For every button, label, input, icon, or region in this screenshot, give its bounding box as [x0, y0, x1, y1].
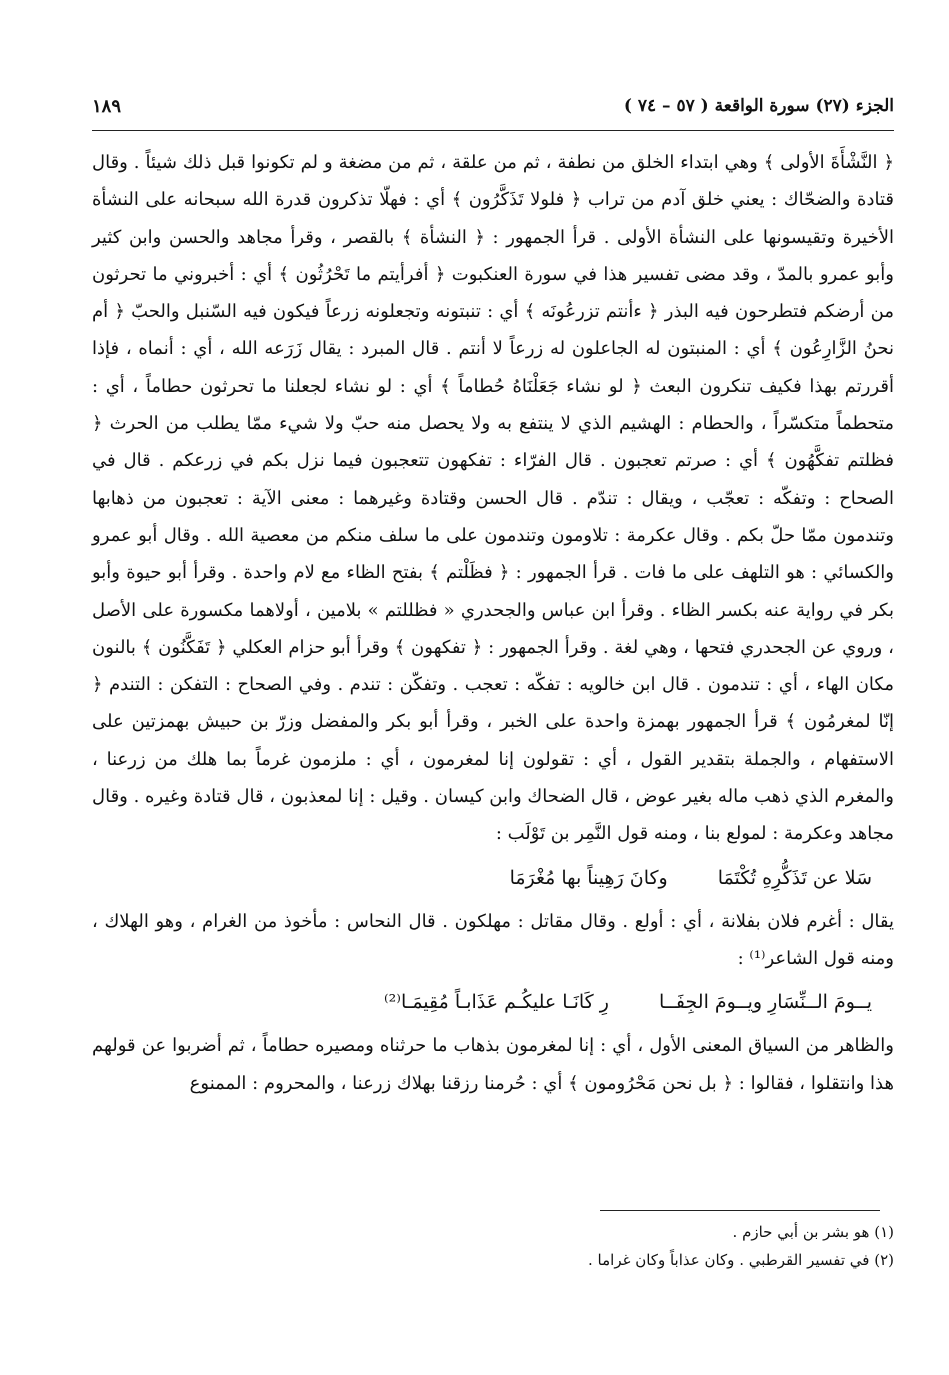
footnote-rule — [600, 1210, 880, 1211]
page-body — [92, 144, 894, 1102]
verse-2-second-half: رِ كَانَـا عليكُـم عَذَابـاً مُقِيمَـا⁽²⁾ — [384, 991, 609, 1014]
footnote-2: (٢) في تفسير القرطبي . وكان عذاباً وكان غراما . — [588, 1251, 894, 1269]
verse-1-second-half: وكانَ رَهِيناً بها مُغْرَمَا — [509, 866, 668, 889]
verse-1-first-half: سَلا عن تَذَكُّرِهِ تُكْتَمَا — [717, 866, 872, 889]
verse-2 — [92, 979, 894, 1025]
verse-2-first-half: يــومَ الــنِّسَارِ ويــومَ الجِفَــا — [658, 991, 872, 1014]
paragraph-2: يقال : أغرم فلان بفلانة ، أي : أولع . وقال مقاتل : مهلكون . قال النحاس : مأخوذ من الغرام ، وهو الهلاك ، ومنه قول الشاعر⁽¹⁾ : — [92, 910, 894, 969]
footnote-1: (١) هو بشر بن أبي حازم . — [732, 1223, 894, 1241]
paragraph-1: ﴿ النَّشْأَةَ الأولى ﴾ وهي ابتداء الخلق من نطفة ، ثم من علقة ، ثم من مضغة و لم تكونوا قبل ذلك شيئاً . وقال قتادة والضحّاك : يعني خلق آدم من تراب ﴿ فلولا تَذَكَّرُون ﴾ أي : فهلّا تذكرون قدرة الله سبحانه على النشأة الأخيرة وتقيسونها على النشأة الأولى . قرأ الجمهور : ﴿ النشأة ﴾ بالقصر ، وقرأ مجاهد والحسن وابن كثير وأبو عمرو بالمدّ ، وقد مضى تفسير هذا في سورة العنكبوت ﴿ أفرأيتم ما تَحْرُثُون ﴾ أي : أخبروني ما تحرثون من أرضكم فتطرحون فيه البذر ﴿ ءأنتم تزرعُونَه ﴾ أي : تنبتونه وتجعلونه زرعاً فيكون فيه السّنبل والحبّ ﴿ أم نحنُ الزَّارِعُون ﴾ أي : المنبتون له الجاعلون له زرعاً لا أنتم . قال المبرد : يقال زَرَعه الله ، أي : أنماه ، فإذا أقررتم بهذا فكيف تنكرون البعث ﴿ لو نشاء جَعَلْنَاهُ حُطاماً ﴾ أي : لو نشاء لجعلنا ما تحرثون حطاماً ، أي : متحطماً متكسّراً ، والحطام : الهشيم الذي لا ينتفع به ولا يحصل منه حبّ ولا شيء ممّا يطلب من الحرث ﴿ فظلتم تفكَّهُون ﴾ أي : صرتم تعجبون . قال الفرّاء : تفكهون تتعجبون فيما نزل بكم في زرعكم . قال في الصحاح : وتفكّه : تعجّب ، ويقال : تندّم . قال الحسن وقتادة وغيرهما : معنى الآية : تعجبون من ذهابها وتندمون ممّا حلّ بكم . وقال عكرمة : تلاومون وتندمون على ما سلف منكم من معصية الله . وقال أبو عمرو والكسائي : هو التلهف على ما فات . قرأ الجمهور : ﴿ فظَلْتم ﴾ بفتح الظاء مع لام واحدة . وقرأ أبو حيوة وأبو بكر في رواية عنه بكسر الظاء . وقرأ ابن عباس والجحدري « فظللتم » بلامين ، أولاهما مكسورة على الأصل ، وروي عن الجحدري فتحها ، وهي لغة . وقرأ الجمهور : ﴿ تفكهون ﴾ وقرأ أبو حزام العكلي ﴿ تَفَكَّنُون ﴾ بالنون مكان الهاء ، أي : تندمون . قال ابن خالويه : تفكّه : تعجب . وتفكّن : تندم . وفي الصحاح : التفكن : التندم ﴿ إنّا لمغرمُون ﴾ قرأ الجمهور بهمزة واحدة على الخبر ، وقرأ أبو بكر والمفضل وزرّ بن حبيش بهمزتين على الاستفهام ، والجملة بتقدير القول ، أي : تقولون إنا لمغرمون ، أي : ملزمون غرماً بما هلك من زرعنا ، والمغرم الذي ذهب ماله بغير عوض ، قال الضحاك وابن كيسان . وقيل : إنا لمعذبون ، قال قتادة وغيره . وقال مجاهد وعكرمة : لمولع بنا ، ومنه قول النَّمِر بن تَوْلَب : — [92, 152, 894, 845]
page-number: ١٨٩ — [92, 96, 122, 117]
footnotes — [92, 1218, 894, 1274]
verse-1 — [92, 855, 894, 901]
running-title: الجزء (٢٧) سورة الواقعة ( ٥٧ – ٧٤ ) — [623, 96, 894, 116]
paragraph-3: والظاهر من السياق المعنى الأول ، أي : إنا لمغرمون بذهاب ما حرثناه ومصيره حطاماً ، ثم أضربوا عن قولهم هذا وانتقلوا ، فقالوا : ﴿ بل نحن مَحْرُومون ﴾ أي : حُرمنا رزقنا بهلاك زرعنا ، والمحروم : الممنوع — [92, 1035, 894, 1094]
header-rule — [92, 130, 894, 131]
page-header — [92, 96, 894, 128]
